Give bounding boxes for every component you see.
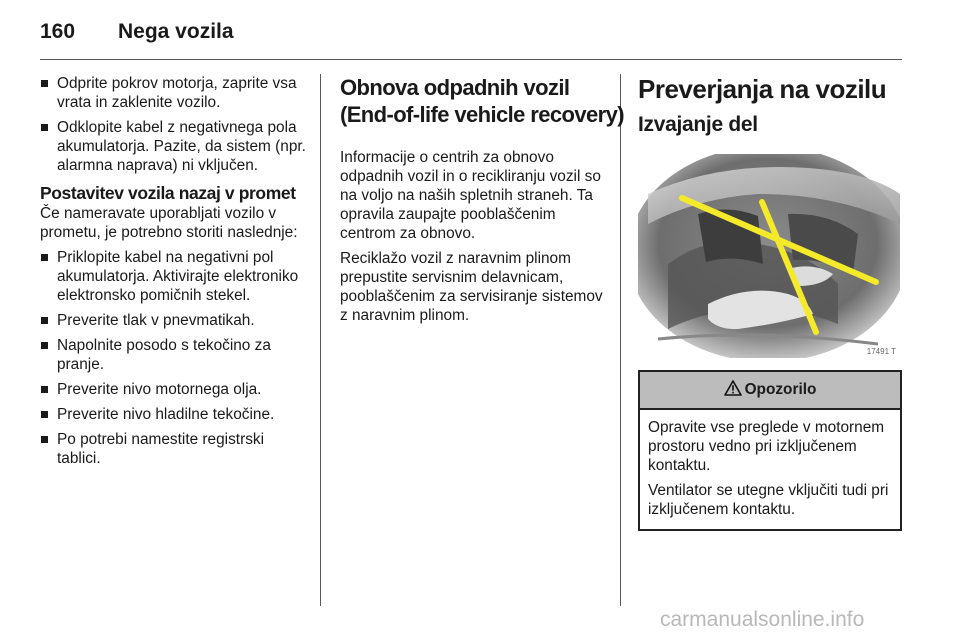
page-number: 160 [40, 20, 76, 43]
warning-paragraph: Ventilator se utegne vključiti tudi pri izključenem kontaktu. [648, 482, 889, 518]
chapter-heading: Preverjanja na vozilu [638, 74, 887, 104]
list-item: Priklopite kabel na negativni pol akumulatorja. Aktivirajte elektroniko elektronsko pomičnih stekel. [40, 248, 308, 305]
section-subheading: Postavitev vozila nazaj v promet [40, 183, 296, 203]
engine-bay-photo [638, 154, 900, 358]
intro-paragraph: Če nameravate uporabljati vozilo v prometu, je potrebno storiti naslednje: [40, 205, 298, 241]
page-title: Nega vozila [118, 20, 234, 43]
header-divider [40, 59, 902, 60]
bullet-list-bottom [40, 248, 308, 468]
list-item: Odklopite kabel z negativnega pola akumulatorja. Pazite, da sistem (npr. alarmna naprava) ni vključen. [40, 118, 308, 175]
column-left [40, 74, 308, 474]
chapter-subheading: Izvajanje del [638, 113, 758, 136]
paragraph: Reciklažo vozil z naravnim plinom prepustite servisnim delavnicam, pooblaščenim za servisiranje sistemov z naravnim plinom. [340, 250, 603, 324]
warning-triangle-icon [724, 380, 742, 401]
watermark-text: carmanualsonline.info [660, 608, 865, 631]
list-item: Napolnite posodo s tekočino za pranje. [40, 336, 308, 374]
warning-title: Opozorilo [744, 381, 817, 398]
heading-line-1: Obnova odpadnih vozil [340, 75, 570, 100]
column-divider-2 [620, 74, 621, 606]
image-code: 17491 T [866, 347, 896, 356]
list-item: Po potrebi namestite registrski tablici. [40, 430, 308, 468]
warning-box [638, 370, 902, 531]
page-header [40, 14, 902, 54]
warning-body [640, 410, 900, 529]
warning-paragraph: Opravite vse preglede v motornem prostoru vedno pri izključenem kontaktu. [648, 419, 885, 474]
column-right [638, 74, 902, 531]
warning-header [640, 372, 900, 410]
list-item: Preverite nivo motornega olja. [40, 380, 308, 399]
list-item: Preverite nivo hladilne tekočine. [40, 405, 308, 424]
section-heading [340, 74, 624, 128]
paragraph: Informacije o centrih za obnovo odpadnih vozil in o recikliranju vozil so na voljo na naših spletnih straneh. Ta opravila zaupajte pooblaščenim centrom za obnovo. [340, 149, 601, 242]
list-item: Preverite tlak v pnevmatikah. [40, 311, 308, 330]
column-divider-1 [320, 74, 321, 606]
heading-line-2: (End-of-life vehicle recovery) [340, 102, 624, 127]
column-middle [340, 74, 624, 331]
bullet-list-top [40, 74, 308, 175]
engine-bay-illustration [638, 154, 900, 358]
list-item: Odprite pokrov motorja, zaprite vsa vrata in zaklenite vozilo. [40, 74, 308, 112]
